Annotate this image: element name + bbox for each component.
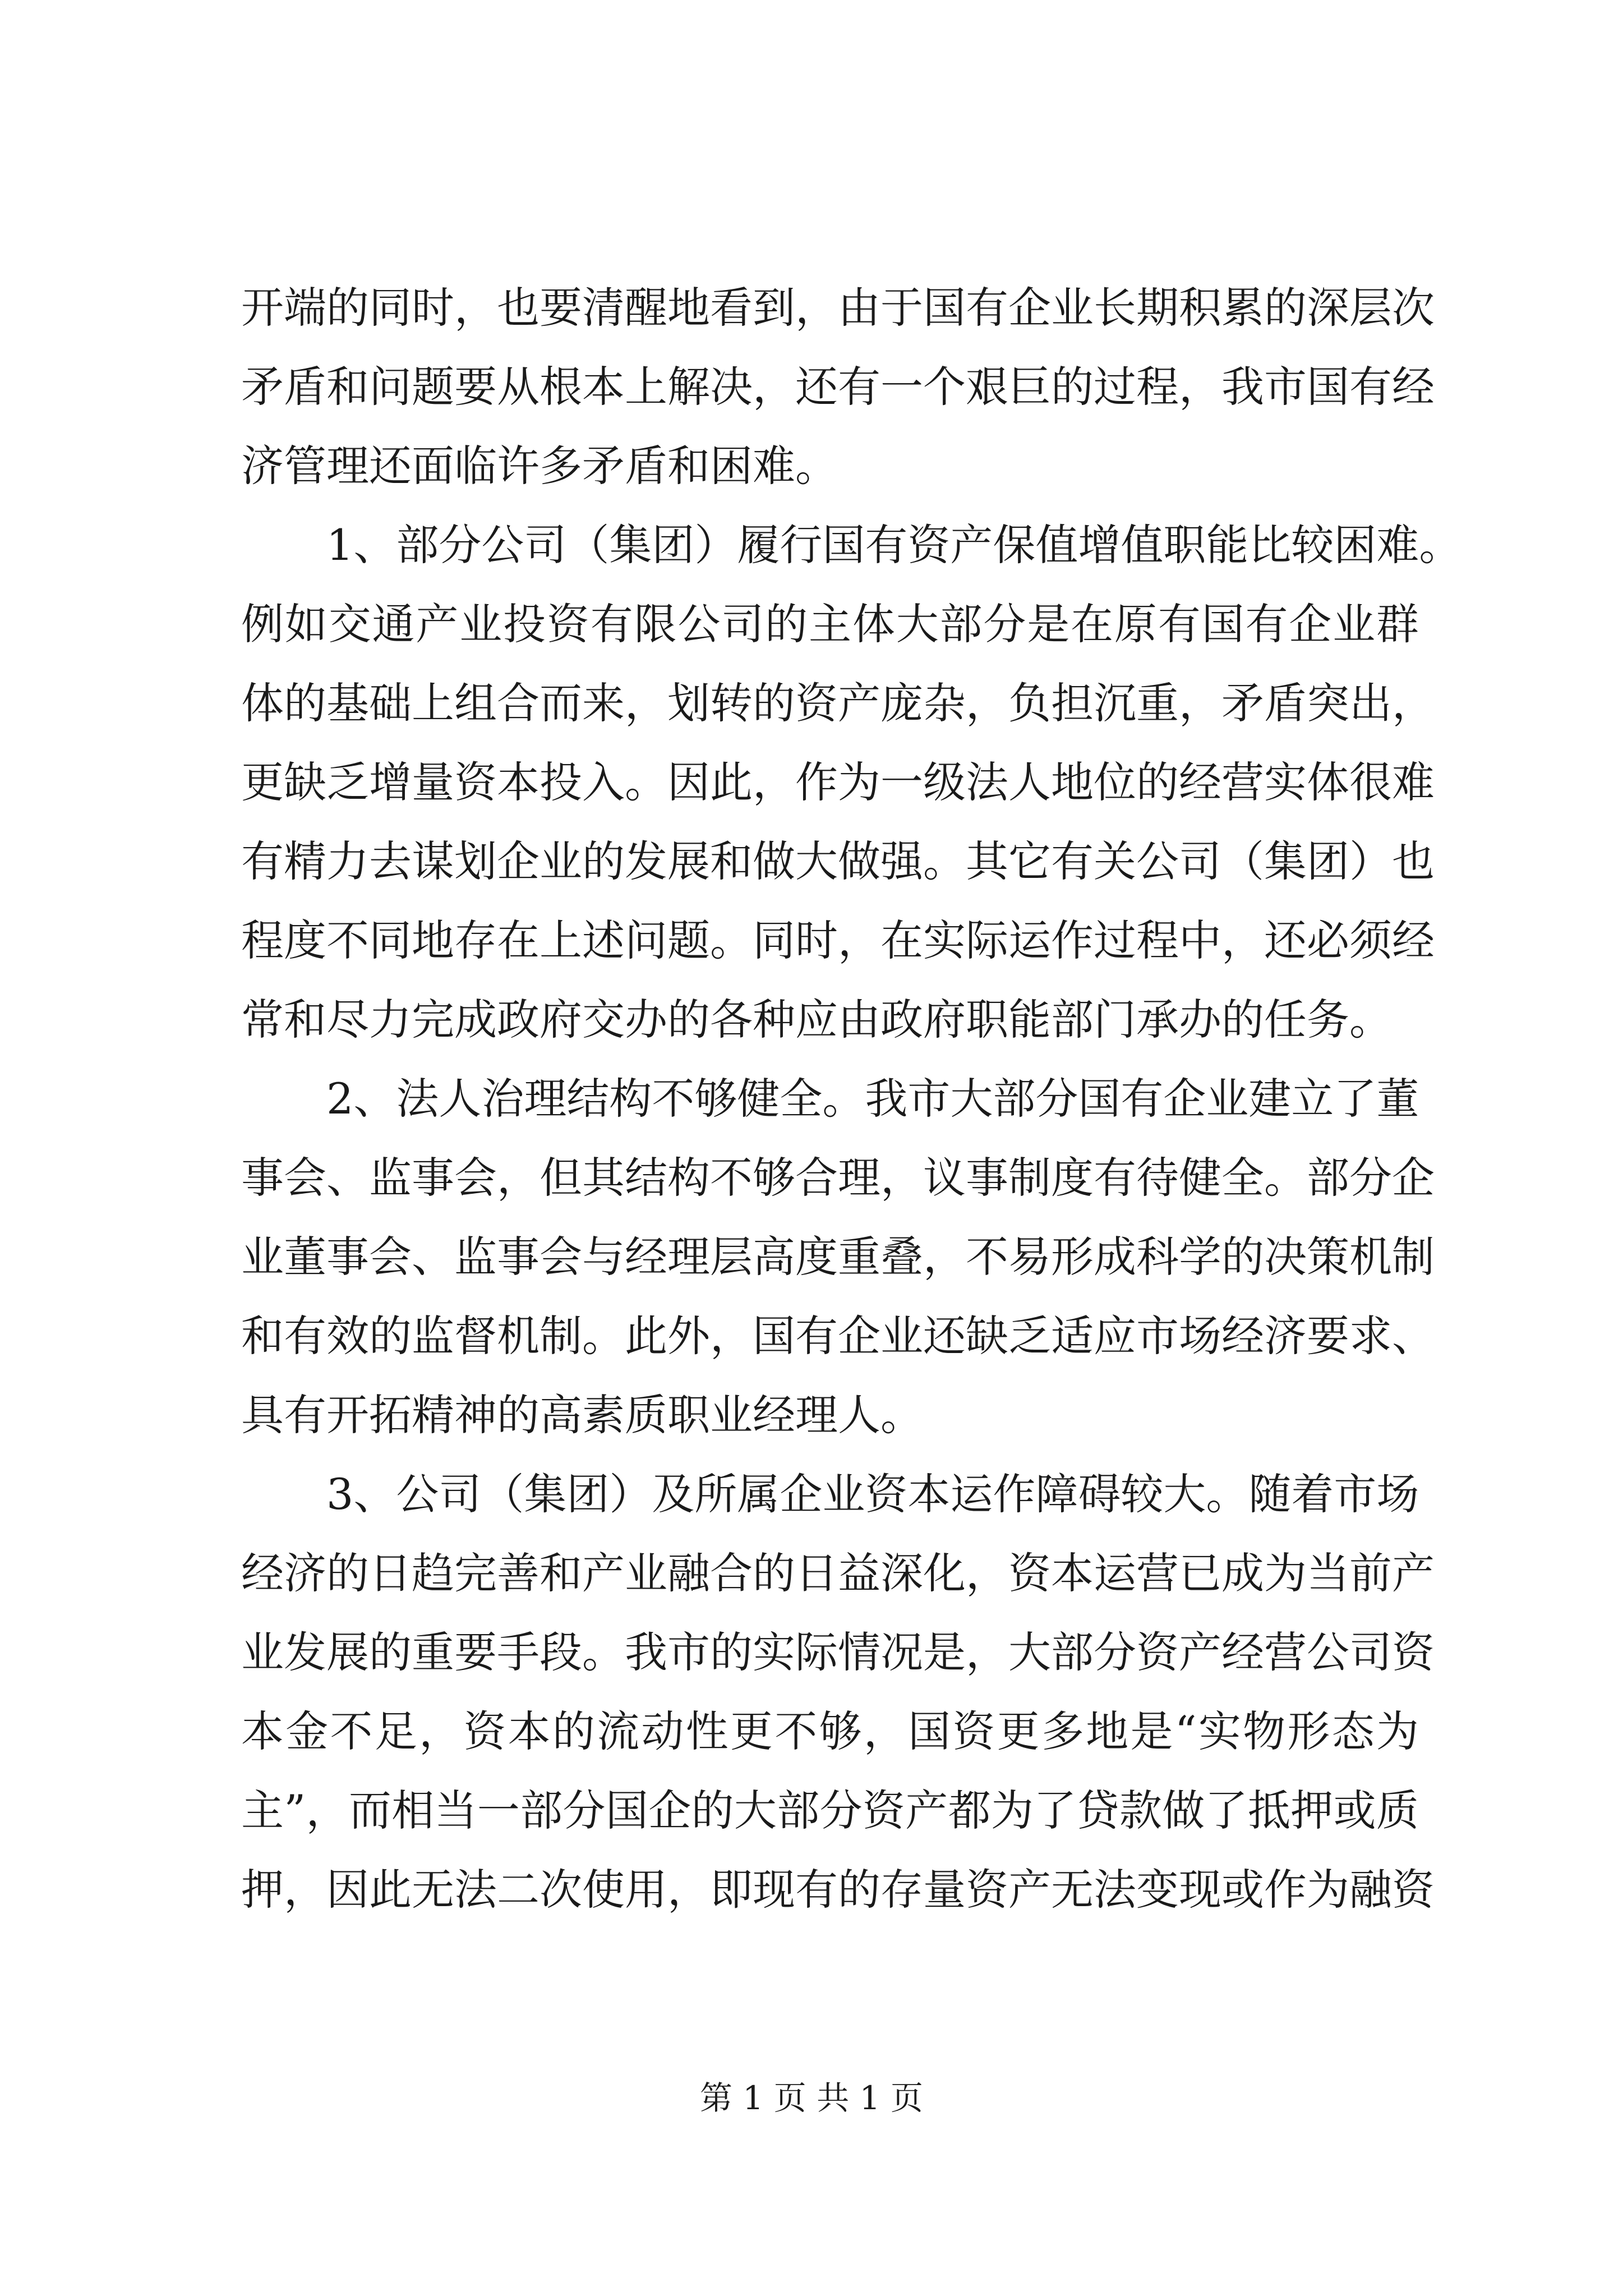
paragraph-1-first-line: 1、部分公司（集团）履行国有资产保值增值职能比较困难。 <box>326 520 1462 570</box>
text-line: 更缺乏增量资本投入。因此，作为一级法人地位的经营实体很难 <box>241 757 1435 807</box>
text-line: 具有开拓精神的高素质职业经理人。 <box>241 1390 923 1440</box>
text-line: 济管理还面临许多矛盾和困难。 <box>241 441 838 491</box>
paragraph-2-first-line: 2、法人治理结构不够健全。我市大部分国有企业建立了董 <box>326 1074 1419 1124</box>
paragraph-3-first-line: 3、公司（集团）及所属企业资本运作障碍较大。随着市场 <box>326 1469 1419 1519</box>
text-line: 体的基础上组合而来，划转的资产庞杂，负担沉重，矛盾突出， <box>241 678 1435 728</box>
text-line: 本金不足，资本的流动性更不够，国资更多地是“实物形态为 <box>241 1706 1419 1756</box>
text-line: 常和尽力完成政府交办的各种应由政府职能部门承办的任务。 <box>241 995 1392 1045</box>
text-line: 押，因此无法二次使用，即现有的存量资产无法变现或作为融资 <box>241 1865 1435 1915</box>
text-line: 程度不同地存在上述问题。同时，在实际运作过程中，还必须经 <box>241 915 1435 965</box>
document-body <box>241 268 1462 1929</box>
text-line: 开端的同时，也要清醒地看到，由于国有企业长期积累的深层次 <box>241 283 1435 333</box>
text-line: 例如交通产业投资有限公司的主体大部分是在原有国有企业群 <box>241 599 1419 649</box>
text-line: 和有效的监督机制。此外，国有企业还缺乏适应市场经济要求、 <box>241 1311 1435 1361</box>
text-line: 主”，而相当一部分国企的大部分资产都为了贷款做了抵押或质 <box>241 1786 1419 1835</box>
text-line: 经济的日趋完善和产业融合的日益深化，资本运营已成为当前产 <box>241 1548 1435 1598</box>
text-line: 事会、监事会，但其结构不够合理，议事制度有待健全。部分企 <box>241 1153 1435 1203</box>
text-line: 矛盾和问题要从根本上解决，还有一个艰巨的过程，我市国有经 <box>241 362 1435 412</box>
text-line: 业董事会、监事会与经理层高度重叠，不易形成科学的决策机制 <box>241 1232 1435 1282</box>
text-line: 业发展的重要手段。我市的实际情况是，大部分资产经营公司资 <box>241 1627 1435 1677</box>
text-line: 有精力去谋划企业的发展和做大做强。其它有关公司（集团）也 <box>241 836 1435 886</box>
page-number-footer: 第 1 页 共 1 页 <box>700 2079 923 2117</box>
